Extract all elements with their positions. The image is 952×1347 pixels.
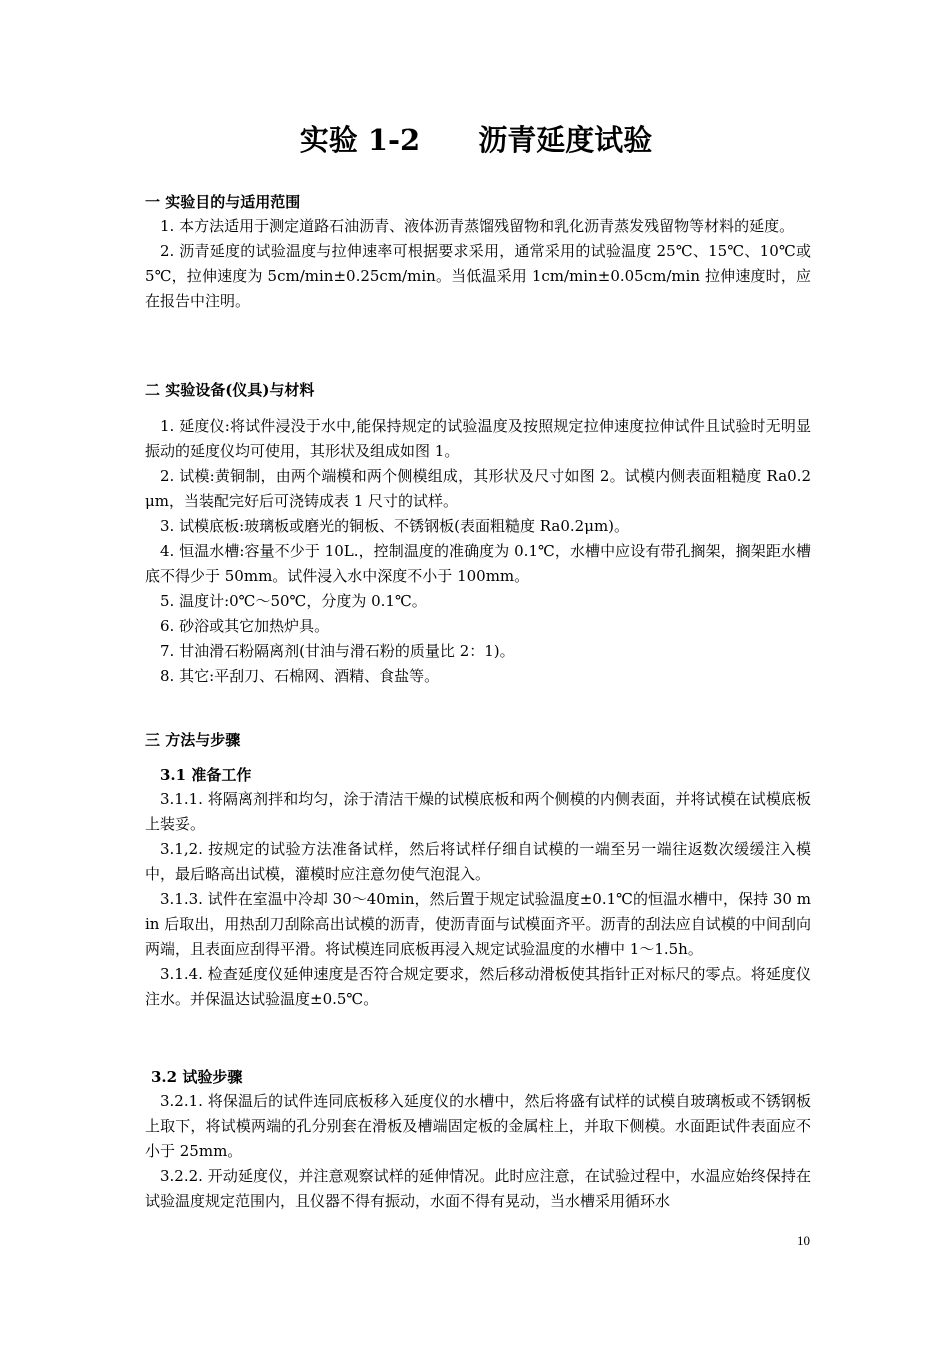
subsection-heading: 3.1 准备工作 — [160, 766, 252, 784]
section-heading: 二 实验设备(仪具)与材料 — [145, 381, 315, 399]
paragraph: 1. 本方法适用于测定道路石油沥青、液体沥青蒸馏残留物和乳化沥青蒸发残留物等材料的延度。 — [160, 217, 795, 235]
paragraph: 3.1.3. 试件在室温中冷却 30～40min，然后置于规定试验温度±0.1℃的恒温水槽中，保持 30 min 后取出，用热刮刀刮除高出试模的沥青，使沥青面与试模面齐平。沥青的刮法应自试模的中间刮向两端，且表面应刮得平滑。将试模连同底板再浸入规定试验温度的水槽中 1～1.5h。 — [145, 890, 811, 958]
section-heading: 一 实验目的与适用范围 — [145, 193, 301, 211]
paragraph: 7. 甘油滑石粉隔离剂(甘油与滑石粉的质量比 2：1)。 — [160, 642, 515, 660]
subsection-preparation — [145, 763, 811, 1012]
paragraph: 3. 试模底板:玻璃板或磨光的铜板、不锈钢板(表面粗糙度 Ra0.2μm)。 — [160, 517, 630, 535]
paragraph: 3.2.2. 开动延度仪，并注意观察试样的延伸情况。此时应注意，在试验过程中，水温应始终保持在试验温度规定范围内，且仪器不得有振动，水面不得有晃动，当水槽采用循环水 — [145, 1167, 811, 1210]
page-number: 10 — [797, 1233, 810, 1248]
paragraph: 3.1.1. 将隔离剂拌和均匀，涂于清洁干燥的试模底板和两个侧模的内侧表面，并将试模在试模底板上装妥。 — [145, 790, 811, 833]
section-purpose-scope — [145, 190, 811, 314]
paragraph: 3.1,2. 按规定的试验方法准备试样，然后将试样仔细自试模的一端至另一端往返数次缓缓注入模中，最后略高出试模，灌模时应注意勿使气泡混入。 — [145, 840, 811, 883]
section-equipment-materials — [145, 378, 811, 689]
section-methods-steps — [145, 728, 811, 1012]
document-title: 实验 1-2 沥青延度试验 — [299, 123, 653, 157]
paragraph: 4. 恒温水槽:容量不少于 10L.，控制温度的准确度为 0.1℃，水槽中应设有带孔搁架，搁架距水槽底不得少于 50mm。试件浸入水中深度不小于 100mm。 — [145, 542, 811, 585]
paragraph: 1. 延度仪:将试件浸没于水中,能保持规定的试验温度及按照规定拉伸速度拉伸试件且试验时无明显振动的延度仪均可使用，其形状及组成如图 1。 — [145, 417, 811, 460]
paragraph: 2. 沥青延度的试验温度与拉伸速率可根据要求采用，通常采用的试验温度 25℃、15℃、10℃或 5℃，拉伸速度为 5cm/min±0.25cm/min。当低温采用 1cm/min±0.05cm/min 拉伸速度时，应在报告中注明。 — [145, 242, 811, 310]
paragraph: 5. 温度计:0℃～50℃，分度为 0.1℃。 — [160, 592, 427, 610]
paragraph: 2. 试模:黄铜制，由两个端模和两个侧模组成，其形状及尺寸如图 2。试模内侧表面粗糙度 Ra0.2μm，当装配完好后可浇铸成表 1 尺寸的试样。 — [145, 467, 811, 510]
paragraph: 3.1.4. 检查延度仪延伸速度是否符合规定要求，然后移动滑板使其指针正对标尺的零点。将延度仪注水。并保温达试验温度±0.5℃。 — [145, 965, 811, 1008]
section-heading: 三 方法与步骤 — [145, 731, 241, 749]
paragraph: 3.2.1. 将保温后的试件连同底板移入延度仪的水槽中，然后将盛有试样的试模自玻璃板或不锈钢板上取下，将试模两端的孔分别套在滑板及槽端固定板的金属柱上，并取下侧模。水面距试件表面应不小于 25mm。 — [145, 1092, 811, 1160]
paragraph: 6. 砂浴或其它加热炉具。 — [160, 617, 330, 635]
subsection-heading: 3.2 试验步骤 — [151, 1068, 243, 1086]
subsection-test-steps — [145, 1065, 811, 1214]
paragraph: 8. 其它:平刮刀、石棉网、酒精、食盐等。 — [160, 667, 440, 685]
